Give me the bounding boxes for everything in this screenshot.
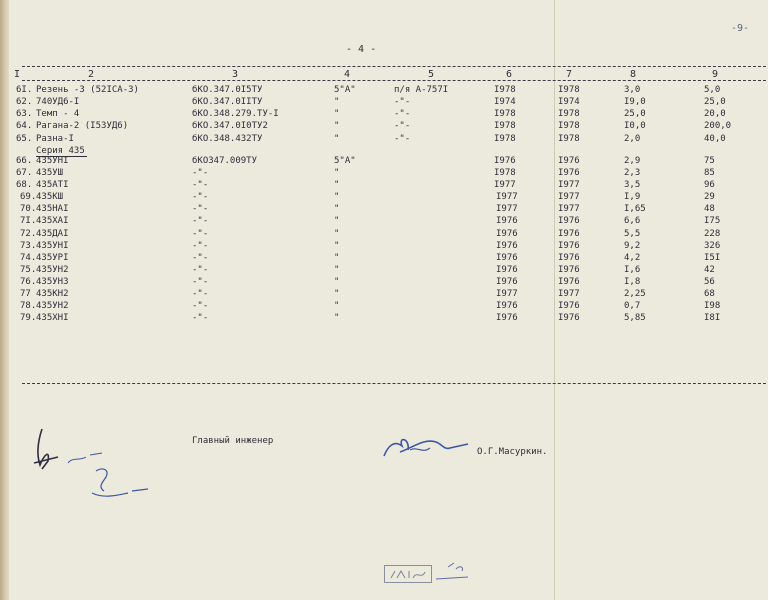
item-name: Разна-I bbox=[36, 134, 74, 144]
row-number: 73. bbox=[20, 241, 37, 251]
acceptance: " bbox=[334, 265, 340, 275]
value-col9: 40,0 bbox=[704, 134, 726, 144]
spec-doc: -"- bbox=[192, 192, 209, 202]
value-col8: 2,9 bbox=[624, 156, 641, 166]
value-col9: 42 bbox=[704, 265, 715, 275]
table-row bbox=[0, 252, 768, 264]
year-start: I976 bbox=[496, 253, 518, 263]
acceptance: " bbox=[334, 97, 340, 107]
spec-doc: -"- bbox=[192, 168, 209, 178]
year-end: I976 bbox=[558, 265, 580, 275]
spec-doc: -"- bbox=[192, 289, 209, 299]
year-start: I976 bbox=[496, 241, 518, 251]
table-row bbox=[0, 155, 768, 167]
table-row bbox=[0, 312, 768, 324]
row-number: 78. bbox=[20, 301, 37, 311]
value-col8: 6,6 bbox=[624, 216, 641, 226]
acceptance: " bbox=[334, 253, 340, 263]
year-start: I978 bbox=[494, 85, 516, 95]
value-col8: 0,7 bbox=[624, 301, 641, 311]
handwritten-initials-2 bbox=[88, 465, 164, 501]
value-col9: I8I bbox=[704, 313, 721, 323]
value-col8: 25,0 bbox=[624, 109, 646, 119]
table-row bbox=[0, 167, 768, 179]
value-col8: 2,25 bbox=[624, 289, 646, 299]
spec-doc: бКО.347.0I0ТУ2 bbox=[192, 121, 268, 131]
table-row bbox=[0, 179, 768, 191]
table-row bbox=[0, 84, 768, 96]
value-col9: 200,0 bbox=[704, 121, 732, 131]
item-name: 435УНI bbox=[36, 241, 69, 251]
item-name: 435ДАI bbox=[36, 229, 69, 239]
item-name: 435УНI bbox=[36, 156, 69, 166]
value-col9: 20,0 bbox=[704, 109, 726, 119]
value-col8: I,6 bbox=[624, 265, 641, 275]
supplier: -"- bbox=[394, 121, 411, 131]
spec-doc: -"- bbox=[192, 216, 209, 226]
acceptance: " bbox=[334, 289, 340, 299]
corner-page-number: -9- bbox=[731, 23, 750, 34]
item-name: Резень -3 (52ICA-3) bbox=[36, 85, 139, 95]
year-start: I976 bbox=[496, 313, 518, 323]
spec-doc: -"- bbox=[192, 265, 209, 275]
table-row bbox=[0, 300, 768, 312]
spec-doc: бКО347.009ТУ bbox=[192, 156, 258, 166]
archive-stamp bbox=[384, 565, 432, 583]
value-col8: I,9 bbox=[624, 192, 641, 202]
section-heading: Серия 435 bbox=[36, 146, 85, 156]
value-col9: 5,0 bbox=[704, 85, 721, 95]
supplier: -"- bbox=[394, 134, 411, 144]
year-start: I974 bbox=[494, 97, 516, 107]
value-col8: 9,2 bbox=[624, 241, 641, 251]
archive-stamp-date bbox=[434, 561, 470, 583]
year-end: I978 bbox=[558, 121, 580, 131]
item-name: 435УШ bbox=[36, 168, 64, 178]
value-col9: 326 bbox=[704, 241, 721, 251]
table-bottom-rule bbox=[22, 383, 766, 384]
table-row bbox=[0, 133, 768, 145]
value-col9: I75 bbox=[704, 216, 721, 226]
spec-doc: -"- bbox=[192, 313, 209, 323]
table-row bbox=[0, 203, 768, 215]
acceptance: " bbox=[334, 277, 340, 287]
item-name: 435НАI bbox=[36, 204, 69, 214]
year-start: I977 bbox=[494, 180, 516, 190]
year-start: I977 bbox=[496, 289, 518, 299]
row-number: 67. bbox=[16, 168, 33, 178]
table-row bbox=[0, 288, 768, 300]
year-end: I977 bbox=[558, 192, 580, 202]
spec-doc: -"- bbox=[192, 301, 209, 311]
column-number-9: 9 bbox=[712, 69, 719, 80]
spec-doc: -"- bbox=[192, 277, 209, 287]
year-end: I977 bbox=[558, 204, 580, 214]
row-number: 72. bbox=[20, 229, 37, 239]
year-end: I977 bbox=[558, 289, 580, 299]
year-end: I978 bbox=[558, 134, 580, 144]
supplier: -"- bbox=[394, 97, 411, 107]
value-col9: 25,0 bbox=[704, 97, 726, 107]
year-end: I976 bbox=[558, 313, 580, 323]
value-col8: 3,5 bbox=[624, 180, 641, 190]
column-number-3: 3 bbox=[232, 69, 239, 80]
table-row bbox=[0, 276, 768, 288]
value-col9: 68 bbox=[704, 289, 715, 299]
table-row bbox=[0, 228, 768, 240]
table-row bbox=[0, 240, 768, 252]
acceptance: " bbox=[334, 241, 340, 251]
row-number: 68. bbox=[16, 180, 33, 190]
row-number: 79. bbox=[20, 313, 37, 323]
item-name: Рагана-2 (I53УД6) bbox=[36, 121, 129, 131]
acceptance: " bbox=[334, 301, 340, 311]
year-start: I976 bbox=[496, 301, 518, 311]
year-start: I978 bbox=[494, 109, 516, 119]
row-number: 76. bbox=[20, 277, 37, 287]
item-name: Темп - 4 bbox=[36, 109, 80, 119]
item-name: 435КН2 bbox=[36, 289, 69, 299]
item-name: 740УД6-I bbox=[36, 97, 80, 107]
spec-doc: бКО.348.279.ТУ-I bbox=[192, 109, 279, 119]
year-end: I977 bbox=[558, 180, 580, 190]
item-name: 435КШ bbox=[36, 192, 64, 202]
acceptance: " bbox=[334, 192, 340, 202]
value-col9: 85 bbox=[704, 168, 715, 178]
header-top-rule bbox=[22, 66, 766, 67]
row-number: 62. bbox=[16, 97, 33, 107]
year-end: I976 bbox=[558, 156, 580, 166]
year-start: I976 bbox=[494, 156, 516, 166]
table-row bbox=[0, 264, 768, 276]
sheet-number: - 4 - bbox=[346, 44, 377, 55]
acceptance: " bbox=[334, 216, 340, 226]
value-col9: 29 bbox=[704, 192, 715, 202]
row-number: 69. bbox=[20, 192, 37, 202]
spec-doc: -"- bbox=[192, 204, 209, 214]
value-col9: 56 bbox=[704, 277, 715, 287]
handwritten-signature bbox=[380, 428, 472, 462]
footer-name: О.Г.Масуркин. bbox=[477, 447, 548, 457]
column-number-6: 6 bbox=[506, 69, 513, 80]
year-start: I976 bbox=[496, 277, 518, 287]
item-name: 435УН2 bbox=[36, 265, 69, 275]
table-row bbox=[0, 191, 768, 203]
row-number: 70. bbox=[20, 204, 37, 214]
table-row bbox=[0, 120, 768, 132]
value-col8: I,8 bbox=[624, 277, 641, 287]
year-end: I978 bbox=[558, 109, 580, 119]
year-start: I977 bbox=[496, 192, 518, 202]
year-start: I977 bbox=[496, 204, 518, 214]
spec-doc: -"- bbox=[192, 229, 209, 239]
supplier: -"- bbox=[394, 109, 411, 119]
footer-title: Главный инженер bbox=[192, 436, 274, 446]
spec-doc: -"- bbox=[192, 253, 209, 263]
value-col9: 228 bbox=[704, 229, 721, 239]
row-number: 77 bbox=[20, 289, 31, 299]
year-start: I978 bbox=[494, 134, 516, 144]
row-number: 75. bbox=[20, 265, 37, 275]
item-name: 435ХАI bbox=[36, 216, 69, 226]
value-col8: 2,3 bbox=[624, 168, 641, 178]
item-name: 435АТI bbox=[36, 180, 69, 190]
item-name: 435ХНI bbox=[36, 313, 69, 323]
acceptance: 5"А" bbox=[334, 156, 356, 166]
value-col8: I9,0 bbox=[624, 97, 646, 107]
acceptance: " bbox=[334, 180, 340, 190]
year-end: I976 bbox=[558, 241, 580, 251]
acceptance: " bbox=[334, 229, 340, 239]
acceptance: " bbox=[334, 168, 340, 178]
year-end: I978 bbox=[558, 85, 580, 95]
acceptance: " bbox=[334, 121, 340, 131]
row-number: 64. bbox=[16, 121, 33, 131]
value-col9: 96 bbox=[704, 180, 715, 190]
spec-doc: бКО.347.0I5ТУ bbox=[192, 85, 263, 95]
year-end: I974 bbox=[558, 97, 580, 107]
acceptance: " bbox=[334, 204, 340, 214]
column-number-5: 5 bbox=[428, 69, 435, 80]
column-number-8: 8 bbox=[630, 69, 637, 80]
column-number-1: I bbox=[14, 69, 21, 80]
value-col8: I0,0 bbox=[624, 121, 646, 131]
year-start: I976 bbox=[496, 216, 518, 226]
spec-doc: бКО.348.432ТУ bbox=[192, 134, 263, 144]
spec-doc: -"- bbox=[192, 241, 209, 251]
row-number: 63. bbox=[16, 109, 33, 119]
table-row bbox=[0, 215, 768, 227]
value-col8: 5,5 bbox=[624, 229, 641, 239]
year-end: I976 bbox=[558, 168, 580, 178]
year-end: I976 bbox=[558, 216, 580, 226]
value-col8: I,65 bbox=[624, 204, 646, 214]
year-end: I976 bbox=[558, 277, 580, 287]
value-col8: 4,2 bbox=[624, 253, 641, 263]
row-number: 65. bbox=[16, 134, 33, 144]
table-row bbox=[0, 108, 768, 120]
item-name: 435УРI bbox=[36, 253, 69, 263]
value-col9: 48 bbox=[704, 204, 715, 214]
header-bottom-rule bbox=[22, 80, 766, 81]
column-number-2: 2 bbox=[88, 69, 95, 80]
item-name: 435УН2 bbox=[36, 301, 69, 311]
spec-doc: бКО.347.0IIТУ bbox=[192, 97, 263, 107]
acceptance: 5"А" bbox=[334, 85, 356, 95]
value-col9: I5I bbox=[704, 253, 721, 263]
year-end: I976 bbox=[558, 229, 580, 239]
acceptance: " bbox=[334, 109, 340, 119]
year-end: I976 bbox=[558, 301, 580, 311]
value-col8: 3,0 bbox=[624, 85, 641, 95]
column-number-4: 4 bbox=[344, 69, 351, 80]
row-number: 6I. bbox=[16, 85, 33, 95]
row-number: 7I. bbox=[20, 216, 37, 226]
acceptance: " bbox=[334, 134, 340, 144]
supplier: п/я А-757I bbox=[394, 85, 449, 95]
value-col9: I98 bbox=[704, 301, 721, 311]
value-col8: 2,0 bbox=[624, 134, 641, 144]
year-start: I978 bbox=[494, 121, 516, 131]
year-start: I978 bbox=[494, 168, 516, 178]
value-col8: 5,85 bbox=[624, 313, 646, 323]
year-start: I976 bbox=[496, 265, 518, 275]
year-end: I976 bbox=[558, 253, 580, 263]
year-start: I976 bbox=[496, 229, 518, 239]
column-number-7: 7 bbox=[566, 69, 573, 80]
value-col9: 75 bbox=[704, 156, 715, 166]
row-number: 74. bbox=[20, 253, 37, 263]
spec-doc: -"- bbox=[192, 180, 209, 190]
row-number: 66. bbox=[16, 156, 33, 166]
item-name: 435УН3 bbox=[36, 277, 69, 287]
acceptance: " bbox=[334, 313, 340, 323]
table-row bbox=[0, 96, 768, 108]
